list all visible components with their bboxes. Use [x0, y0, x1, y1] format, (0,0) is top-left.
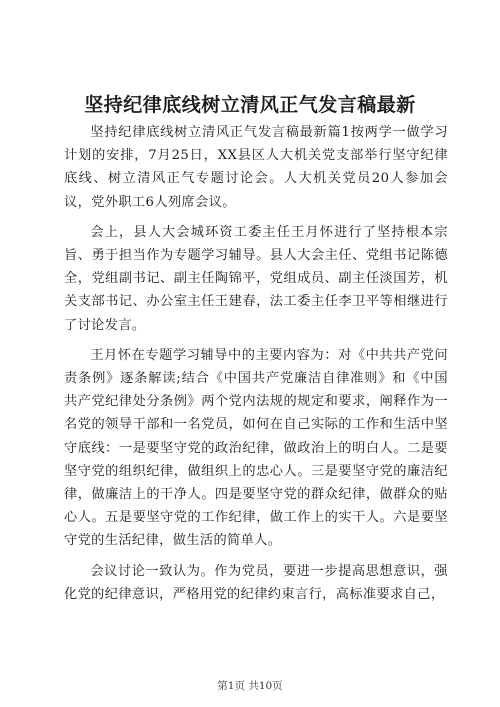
document-title: 坚持纪律底线树立清风正气发言稿最新 [84, 94, 416, 116]
paragraph-meeting: 会上，县人大会城环资工委主任王月怀进行了坚持根本宗旨、勇于担当作为专题学习辅导。县人大会主任、党组书记陈德全，党组副书记、副主任陶锦平，党组成员、副主任淡国芳，机关支部书记、办公室主任王建春，法工委主任李卫平等相继进行了讨论发言。 [64, 224, 448, 333]
paragraph-intro: 坚持纪律底线树立清风正气发言稿最新篇1按两学一做学习计划的安排，7月25日，XX县区人大机关党支部举行坚守纪律底线、树立清风正气专题讨论会。人大机关党员20人参加会议，党外职工6人列席会议。 [64, 125, 448, 210]
page-footer: 第1页 共10页 [217, 680, 283, 692]
paragraph-lecture: 王月怀在专题学习辅导中的主要内容为：对《中共共产党问责条例》逐条解读;结合《中国共产党廉洁自律准则》和《中国共产党纪律处分条例》两个党内法规的规定和要求，阐释作为一名党的领导干部和一名党员，如何在自己实际的工作和生活中坚守底线：一是要坚守党的政治纪律，做政治上的明白人。二是要坚守党的组织纪律，做组织上的忠心人。三是要坚守党的廉洁纪律，做廉洁上的干净人。四是要坚守党的群众纪律，做群众的贴心人。五是要坚守党的工作纪律，做工作上的实干人。六是要坚守党的生活纪律，做生活的简单人。 [64, 347, 448, 549]
paragraph-discussion: 会议讨论一致认为。作为党员，要进一步提高思想意识，强化党的纪律意识，严格用党的纪律约束言行，高标准要求自己， [64, 563, 448, 602]
document-body [64, 121, 448, 613]
